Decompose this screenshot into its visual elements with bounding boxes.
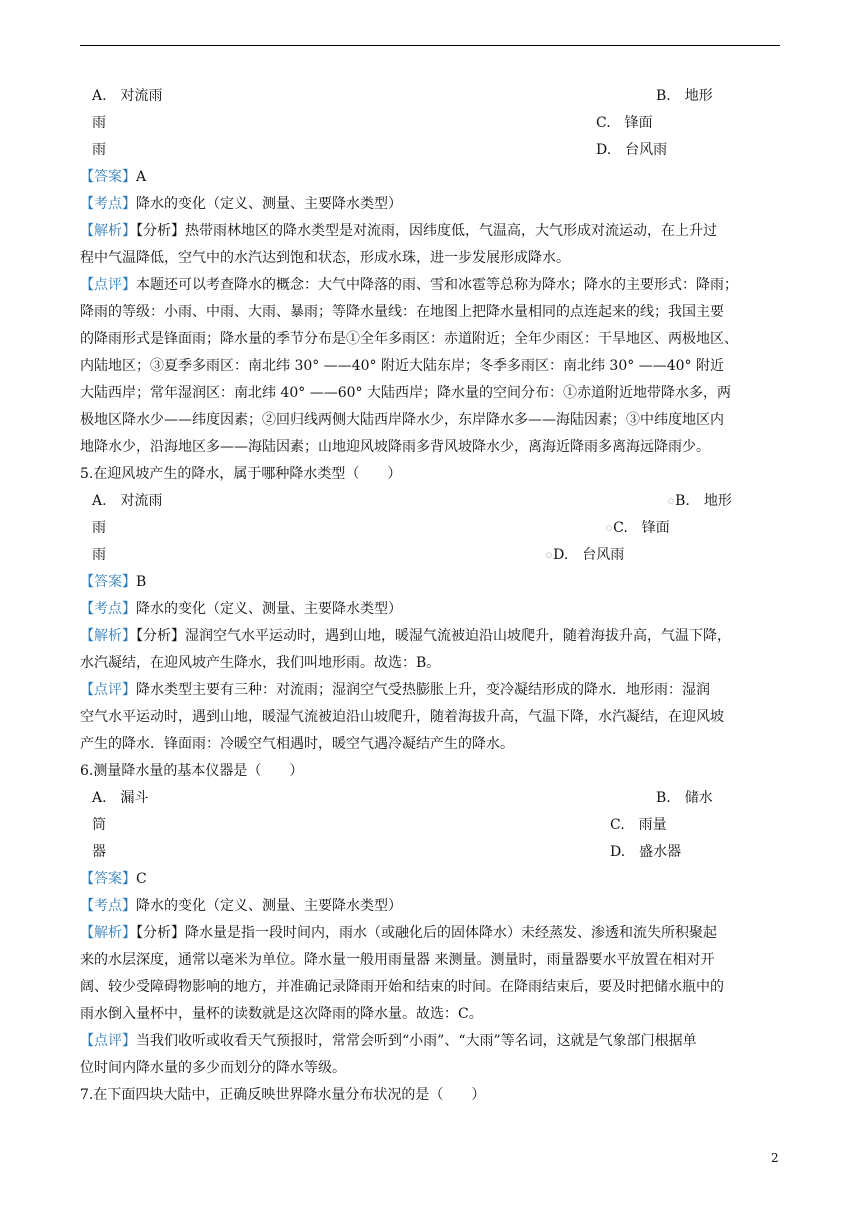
comment-label: 【点评】 xyxy=(80,1033,136,1049)
q5-comment-line: 空气水平运动时，遇到山地，暖湿气流被迫沿山坡爬升，随着海拔升高，气温下降，水汽凝结，在迎风坡 xyxy=(80,709,724,725)
q6-option-b-cont: 筒 xyxy=(92,817,106,833)
q6-comment xyxy=(80,1031,697,1051)
q6-topic xyxy=(80,896,402,916)
q6-option-c-cont: 器 xyxy=(92,844,106,860)
q6-topic-text: 降水的变化（定义、测量、主要降水类型） xyxy=(136,898,402,914)
q4-option-a: A. 对流雨 xyxy=(92,88,163,104)
q6-answer-value: C xyxy=(136,871,147,887)
q4-option-c: C. 锋面 xyxy=(596,115,653,131)
q5-option-d-wrap xyxy=(546,545,624,565)
analysis-label: 【解析】 xyxy=(80,223,136,239)
topic-label: 【考点】 xyxy=(80,196,136,212)
q4-comment-line: 本题还可以考查降水的概念：大气中降落的雨、雪和冰雹等总称为降水；降水的主要形式：降雨； xyxy=(136,277,738,293)
q6-comment-line: 当我们收听或收看天气预报时，常常会听到“小雨”、“大雨”等名词，这就是气象部门根据单 xyxy=(136,1033,697,1049)
q6-option-d: D. 盛水器 xyxy=(610,844,682,860)
topic-label: 【考点】 xyxy=(80,898,136,914)
q5-analysis-line: 【分析】湿润空气水平运动时，遇到山地，暖湿气流被迫沿山坡爬升，随着海拔升高，气温下降， xyxy=(136,628,731,644)
q6-option-c: C. 雨量 xyxy=(610,817,667,833)
q5-comment xyxy=(80,680,710,700)
answer-label: 【答案】 xyxy=(80,574,136,590)
comment-label: 【点评】 xyxy=(80,277,136,293)
q6-option-b: B. 储水 xyxy=(656,790,713,806)
q4-topic-text: 降水的变化（定义、测量、主要降水类型） xyxy=(136,196,402,212)
q5-comment-line: 降水类型主要有三种：对流雨；湿润空气受热膨胀上升，变冷凝结形成的降水．地形雨：湿润 xyxy=(136,682,710,698)
q4-analysis-line: 【分析】热带雨林地区的降水类型是对流雨，因纬度低，气温高，大气形成对流运动，在上升过 xyxy=(136,223,717,239)
q6-analysis xyxy=(80,923,717,943)
topic-label: 【考点】 xyxy=(80,601,136,617)
q5-answer xyxy=(80,572,146,592)
q5-topic xyxy=(80,599,402,619)
q4-comment-line: 极地区降水少——纬度因素；②回归线两侧大陆西岸降水少，东岸降水多——海陆因素；③中纬度地区内 xyxy=(80,412,724,428)
q4-analysis xyxy=(80,221,717,241)
q4-comment-line: 地降水少，沿海地区多——海陆因素；山地迎风坡降雨多背风坡降水少，离海近降雨多离海远降雨少。 xyxy=(80,439,710,455)
q4-comment-line: 大陆西岸；常年湿润区：南北纬 40° ——60° 大陆西岸；降水量的空间分布：①赤道附近地带降水多，两 xyxy=(80,385,731,401)
q5-option-a: A. 对流雨 xyxy=(92,493,163,509)
q5-option-b: B. 地形 xyxy=(675,493,732,509)
q4-analysis-line: 程中气温降低，空气中的水汽达到饱和状态，形成水珠，进一步发展形成降水。 xyxy=(80,250,570,266)
q6-stem: 6.测量降水量的基本仪器是（ ） xyxy=(80,763,304,779)
option-marker-icon: ○ xyxy=(546,551,553,559)
q4-option-b-cont: 雨 xyxy=(92,115,106,131)
q6-option-a: A. 漏斗 xyxy=(92,790,149,806)
q5-option-b-wrap xyxy=(668,491,732,511)
comment-label: 【点评】 xyxy=(80,682,136,698)
q4-option-d: D. 台风雨 xyxy=(596,142,668,158)
q6-analysis-line: 阔、较少受障碍物影响的地方，并准确记录降雨开始和结束的时间。在降雨结束后，要及时把储水瓶中的 xyxy=(80,979,724,995)
q6-answer xyxy=(80,869,147,889)
q6-comment-line: 位时间内降水量的多少而划分的降水等级。 xyxy=(80,1060,346,1076)
q5-option-b-cont: 雨 xyxy=(92,520,106,536)
q6-analysis-line: 雨水倒入量杯中，量杯的读数就是这次降雨的降水量。故选：C。 xyxy=(80,1006,483,1022)
q4-answer-value: A xyxy=(136,169,147,185)
q6-analysis-line: 【分析】降水量是指一段时间内，雨水（或融化后的固体降水）未经蒸发、渗透和流失所积聚起 xyxy=(136,925,717,941)
q5-analysis-line: 水汽凝结，在迎风坡产生降水，我们叫地形雨。故选：B。 xyxy=(80,655,441,671)
q5-option-c-wrap xyxy=(606,518,670,538)
analysis-label: 【解析】 xyxy=(80,925,136,941)
q4-comment-line: 内陆地区；③夏季多雨区：南北纬 30° ——40° 附近大陆东岸；冬季多雨区：南北纬 30° ——40° 附近 xyxy=(80,358,724,374)
q4-answer xyxy=(80,167,146,187)
answer-label: 【答案】 xyxy=(80,871,136,887)
q5-answer-value: B xyxy=(136,574,147,590)
option-marker-icon: ○ xyxy=(606,524,613,532)
q5-option-c-cont: 雨 xyxy=(92,547,106,563)
q4-comment-line: 的降雨形式是锋面雨；降水量的季节分布是①全年多雨区：赤道附近；全年少雨区：干旱地区、两极地区、 xyxy=(80,331,738,347)
q4-comment xyxy=(80,275,738,295)
q7-stem: 7.在下面四块大陆中，正确反映世界降水量分布状况的是（ ） xyxy=(80,1087,486,1103)
q5-stem: 5.在迎风坡产生的降水，属于哪种降水类型（ ） xyxy=(80,466,402,482)
q5-comment-line: 产生的降水．锋面雨：冷暖空气相遇时，暖空气遇冷凝结产生的降水。 xyxy=(80,736,514,752)
q4-comment-line: 降雨的等级：小雨、中雨、大雨、暴雨；等降水量线：在地图上把降水量相同的点连起来的线；我国主要 xyxy=(80,304,724,320)
header-rule xyxy=(80,45,780,46)
q4-option-b: B. 地形 xyxy=(656,88,713,104)
q4-topic xyxy=(80,194,402,214)
analysis-label: 【解析】 xyxy=(80,628,136,644)
answer-label: 【答案】 xyxy=(80,169,136,185)
q5-analysis xyxy=(80,626,731,646)
option-marker-icon: ○ xyxy=(668,497,675,505)
q5-option-c: C. 锋面 xyxy=(613,520,670,536)
q5-option-d: D. 台风雨 xyxy=(553,547,625,563)
q4-option-c-cont: 雨 xyxy=(92,142,106,158)
q6-analysis-line: 来的水层深度，通常以毫米为单位。降水量一般用雨量器 来测量。测量时，雨量器要水平放置在相对开 xyxy=(80,952,715,968)
q5-topic-text: 降水的变化（定义、测量、主要降水类型） xyxy=(136,601,402,617)
page-number: 2 xyxy=(771,1151,779,1165)
